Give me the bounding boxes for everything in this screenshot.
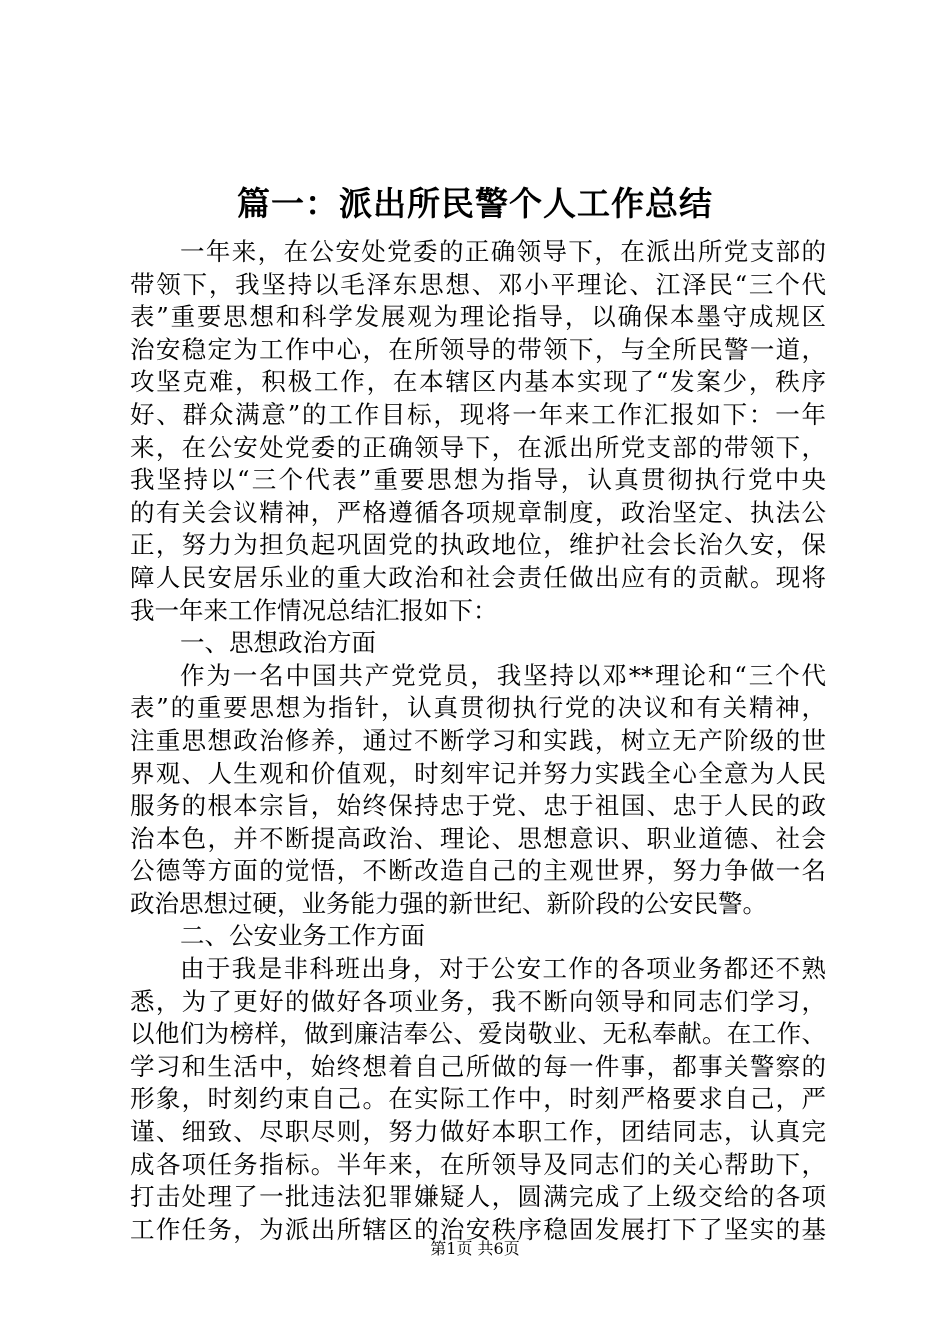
text-line: 悉，为了更好的做好各项业务，我不断向领导和同志们学习，: [130, 986, 826, 1016]
document-title: 篇一：派出所民警个人工作总结: [237, 184, 713, 223]
text-line: 政治思想过硬，业务能力强的新世纪、新阶段的公安民警。: [130, 888, 767, 918]
text-line: 我一年来工作情况总结汇报如下：: [130, 595, 498, 625]
text-line: 攻坚克难，积极工作，在本辖区内基本实现了“发案少，秩序: [130, 367, 826, 397]
text-line: 界观、人生观和价值观，时刻牢记并努力实践全心全意为人民: [130, 758, 826, 788]
text-line: 的有关会议精神，严格遵循各项规章制度，政治坚定、执法公: [130, 497, 826, 527]
text-line: 形象，时刻约束自己。在实际工作中，时刻严格要求自己，严: [130, 1084, 826, 1114]
text-line: 由于我是非科班出身，对于公安工作的各项业务都还不熟: [180, 954, 826, 984]
text-line: 我坚持以“三个代表”重要思想为指导，认真贯彻执行党中央: [130, 465, 826, 495]
text-line: 工作任务，为派出所辖区的治安秩序稳固发展打下了坚实的基: [130, 1214, 826, 1244]
text-line: 障人民安居乐业的重大政治和社会责任做出应有的贡献。现将: [130, 562, 826, 592]
text-line: 以他们为榜样，做到廉洁奉公、爱岗敬业、无私奉献。在工作、: [130, 1019, 826, 1049]
text-line: 好、群众满意”的工作目标，现将一年来工作汇报如下：一年: [130, 399, 826, 429]
text-line: 治安稳定为工作中心，在所领导的带领下，与全所民警一道，: [130, 334, 826, 364]
text-line: 注重思想政治修养，通过不断学习和实践，树立无产阶级的世: [130, 725, 826, 755]
text-line: 表”的重要思想为指针，认真贯彻执行党的决议和有关精神，: [130, 693, 826, 723]
page-footer: 第1页 共6页: [430, 1239, 520, 1258]
text-line: 学习和生活中，始终想着自己所做的每一件事，都事关警察的: [130, 1051, 826, 1081]
text-line: 作为一名中国共产党党员，我坚持以邓**理论和“三个代: [180, 660, 826, 690]
text-line: 一年来，在公安处党委的正确领导下，在派出所党支部的: [180, 237, 826, 266]
document-body: [130, 236, 826, 1246]
text-line: 成各项任务指标。半年来，在所领导及同志们的关心帮助下，: [130, 1149, 826, 1179]
text-line: 打击处理了一批违法犯罪嫌疑人，圆满完成了上级交给的各项: [130, 1182, 826, 1212]
text-line: 正，努力为担负起巩固党的执政地位，维护社会长治久安，保: [130, 530, 826, 560]
section-heading: 一、思想政治方面: [180, 628, 376, 658]
text-line: 来，在公安处党委的正确领导下，在派出所党支部的带领下，: [130, 432, 826, 462]
text-line: 服务的根本宗旨，始终保持忠于党、忠于祖国、忠于人民的政: [130, 791, 826, 821]
text-line: 表”重要思想和科学发展观为理论指导，以确保本墨守成规区: [130, 302, 826, 332]
text-line: 带领下，我坚持以毛泽东思想、邓小平理论、江泽民“三个代: [130, 269, 826, 299]
text-line: 谨、细致、尽职尽则，努力做好本职工作，团结同志，认真完: [130, 1117, 826, 1147]
section-heading: 二、公安业务工作方面: [180, 921, 425, 951]
text-line: 公德等方面的觉悟，不断改造自己的主观世界，努力争做一名: [130, 856, 826, 886]
text-line: 治本色，并不断提高政治、理论、思想意识、职业道德、社会: [130, 823, 826, 853]
